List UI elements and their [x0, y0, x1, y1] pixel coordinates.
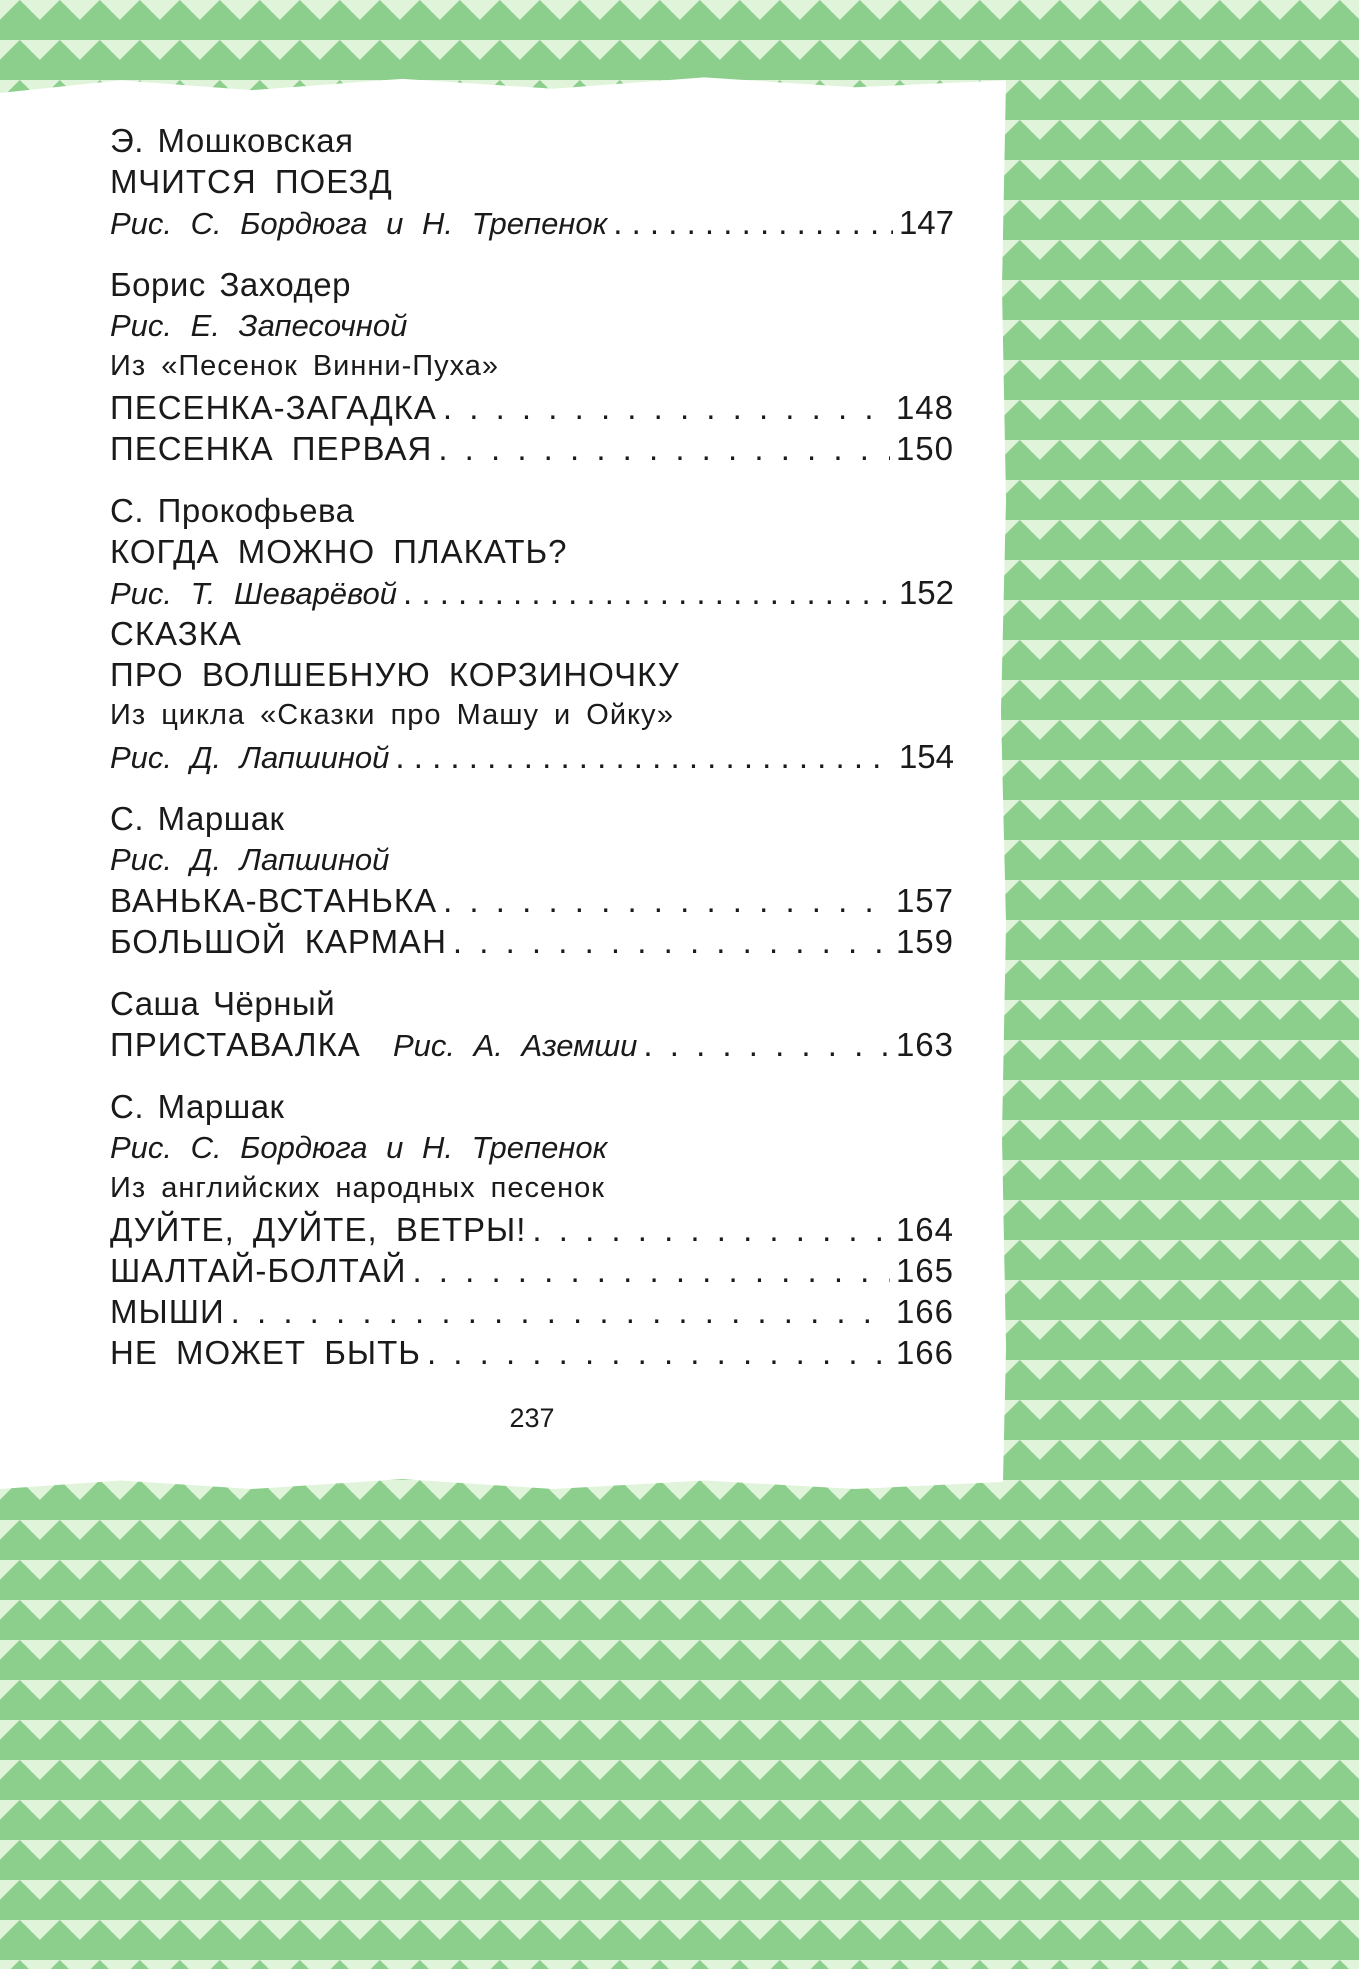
table-of-contents [110, 120, 954, 1373]
page-ref: 150 [895, 430, 954, 467]
author-name: С. Маршак [110, 800, 285, 837]
page-number: 237 [509, 1403, 555, 1433]
dot-leader [453, 921, 890, 962]
entry-title: МЫШИ [110, 1293, 225, 1330]
story-title: ПРО ВОЛШЕБНУЮ КОРЗИНОЧКУ [110, 656, 680, 693]
page-ref: 166 [895, 1334, 954, 1371]
page-ref: 154 [898, 738, 954, 775]
entry-title: ПРИСТАВАЛКА [110, 1026, 361, 1063]
author-name: С. Прокофьева [110, 492, 355, 529]
toc-entry[interactable] [110, 736, 954, 777]
illustrator-credit: Рис. А. Аземши [392, 1028, 638, 1063]
dot-leader [231, 1291, 890, 1332]
page-ref: 148 [895, 389, 954, 426]
toc-entry[interactable] [110, 1024, 954, 1065]
illustrator-credit: Рис. С. Бордюга и Н. Трепенок [110, 1130, 608, 1165]
toc-entry[interactable] [110, 572, 954, 613]
dot-leader [412, 1250, 889, 1291]
page-ref: 147 [898, 204, 954, 241]
story-title: СКАЗКА [110, 615, 242, 652]
author-name: С. Маршак [110, 1088, 285, 1125]
toc-entry[interactable] [110, 1209, 954, 1250]
page-ref: 163 [895, 1026, 954, 1063]
dot-leader [643, 1024, 890, 1065]
dot-leader [403, 572, 893, 613]
toc-entry[interactable] [110, 1332, 954, 1373]
entry-title: ШАЛТАЙ-БОЛТАЙ [110, 1252, 407, 1289]
dot-leader [427, 1332, 890, 1373]
illustrator-credit: Рис. Д. Лапшиной [110, 740, 390, 775]
author-name: Э. Мошковская [110, 122, 354, 159]
collection-subtitle: Из «Песенок Винни-Пуха» [110, 350, 500, 382]
toc-entry[interactable] [110, 387, 954, 428]
author-name: Борис Заходер [110, 266, 351, 303]
page-ref: 164 [895, 1211, 954, 1248]
toc-entry[interactable] [110, 1250, 954, 1291]
toc-entry[interactable] [110, 880, 954, 921]
toc-entry[interactable] [110, 202, 954, 243]
entry-title: ПЕСЕНКА-ЗАГАДКА [110, 389, 437, 426]
toc-entry[interactable] [110, 1291, 954, 1332]
dot-leader [443, 880, 890, 921]
entry-title: НЕ МОЖЕТ БЫТЬ [110, 1334, 421, 1371]
toc-entry[interactable] [110, 921, 954, 962]
dot-leader [395, 736, 893, 777]
entry-title: ПЕСЕНКА ПЕРВАЯ [110, 430, 433, 467]
page-ref: 152 [898, 574, 954, 611]
illustrator-credit: Рис. С. Бордюга и Н. Трепенок [110, 206, 608, 241]
page-ref: 166 [895, 1293, 954, 1330]
collection-subtitle: Из английских народных песенок [110, 1172, 605, 1204]
dot-leader [532, 1209, 890, 1250]
page-ref: 157 [895, 882, 954, 919]
dot-leader [613, 202, 893, 243]
entry-title: ДУЙТЕ, ДУЙТЕ, ВЕТРЫ! [110, 1211, 527, 1248]
dot-leader [443, 387, 890, 428]
toc-entry[interactable] [110, 428, 954, 469]
illustrator-credit: Рис. Е. Запесочной [110, 308, 408, 343]
dot-leader [438, 428, 890, 469]
illustrator-credit: Рис. Т. Шеварёвой [110, 576, 398, 611]
collection-subtitle: Из цикла «Сказки про Машу и Ойку» [110, 699, 674, 731]
author-name: Саша Чёрный [110, 985, 336, 1022]
page-ref: 165 [895, 1252, 954, 1289]
story-title: КОГДА МОЖНО ПЛАКАТЬ? [110, 533, 568, 570]
story-title: МЧИТСЯ ПОЕЗД [110, 163, 393, 200]
entry-title: ВАНЬКА-ВСТАНЬКА [110, 882, 438, 919]
illustrator-credit: Рис. Д. Лапшиной [110, 842, 390, 877]
entry-title: БОЛЬШОЙ КАРМАН [110, 923, 447, 960]
page-ref: 159 [895, 923, 954, 960]
